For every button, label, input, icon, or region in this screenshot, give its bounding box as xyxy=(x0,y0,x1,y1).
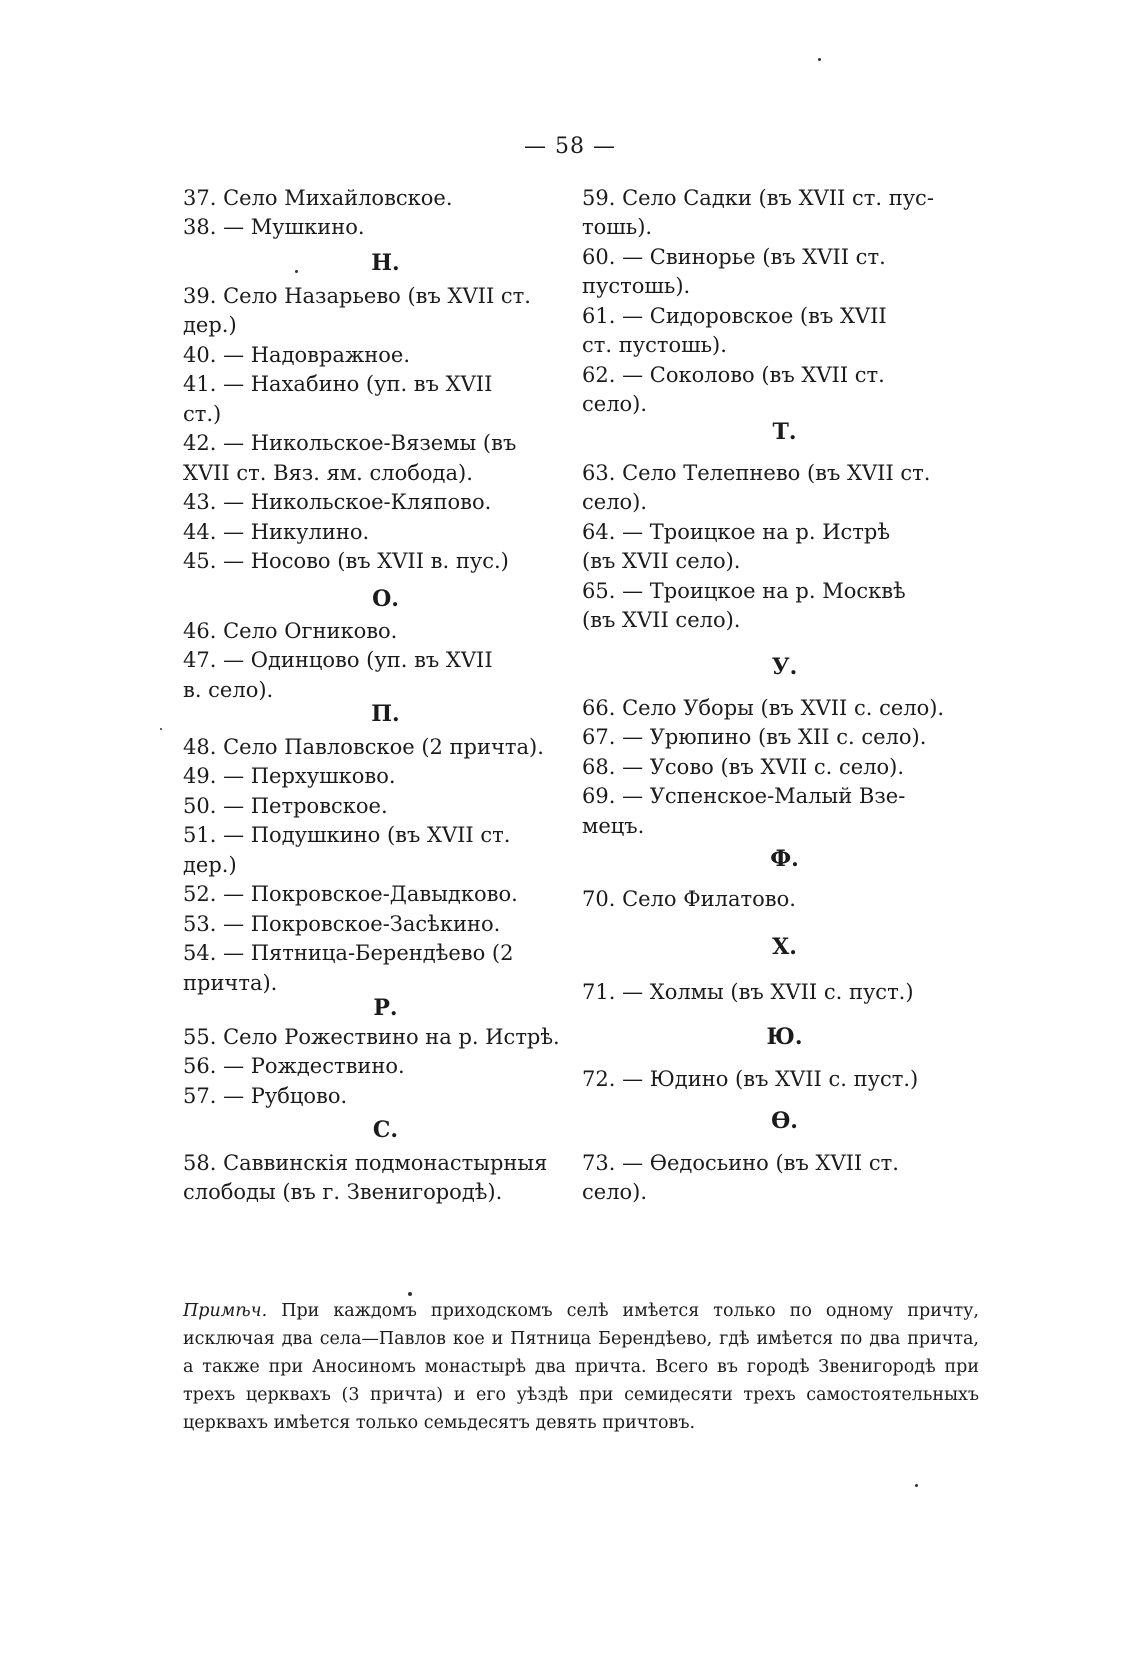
list-item: 46. Село Огниково. xyxy=(183,619,398,643)
list-item: 59. Село Садки (въ XVII ст. пус- xyxy=(582,186,934,210)
list-item: тошь). xyxy=(582,215,653,239)
list-item: причта). xyxy=(183,971,278,995)
list-item: 73. — Ѳедосьино (въ XVII ст. xyxy=(582,1151,899,1175)
list-item: дер.) xyxy=(183,853,237,877)
list-item: 58. Саввинскія подмонастырныя xyxy=(183,1151,548,1175)
list-item: 68. — Усово (въ XVII с. село). xyxy=(582,755,905,779)
section-letter: О. xyxy=(372,586,399,612)
list-item: XVII ст. Вяз. ям. слобода). xyxy=(183,461,473,485)
list-item: 48. Село Павловское (2 причта). xyxy=(183,735,544,759)
list-item: 55. Село Рожествино на р. Истрѣ. xyxy=(183,1025,560,1049)
list-item: (въ XVII село). xyxy=(582,549,741,573)
list-item: ст. пустошь). xyxy=(582,333,727,357)
list-item: 64. — Троицкое на р. Истрѣ xyxy=(582,520,890,544)
section-letter: У. xyxy=(771,654,798,680)
section-letter: Ѳ. xyxy=(771,1108,798,1134)
section-letter: П. xyxy=(371,701,400,727)
list-item: 50. — Петровское. xyxy=(183,794,388,818)
list-item: 62. — Соколово (въ XVII ст. xyxy=(582,363,885,387)
page-number: — 58 — xyxy=(524,134,616,159)
footnote-label: Примѣч. xyxy=(183,1301,268,1321)
list-item: 54. — Пятница-Берендѣево (2 xyxy=(183,941,514,965)
list-item: мецъ. xyxy=(582,814,645,838)
list-item: 63. Село Телепнево (въ XVII ст. xyxy=(582,461,931,485)
list-item: 45. — Носово (въ XVII в. пус.) xyxy=(183,549,509,573)
list-item: 53. — Покровское-Засѣкино. xyxy=(183,912,501,936)
print-speck xyxy=(408,1292,412,1296)
footnote xyxy=(183,1297,979,1437)
list-item: 57. — Рубцово. xyxy=(183,1084,348,1108)
section-letter: Ф. xyxy=(770,846,799,872)
list-item: 42. — Никольское-Вяземы (въ xyxy=(183,431,517,455)
list-item: 37. Село Михайловское. xyxy=(183,186,453,210)
list-item: село). xyxy=(582,1180,648,1204)
list-item: 41. — Нахабино (уп. въ XVII xyxy=(183,372,493,396)
list-item: 66. Село Уборы (въ XVII с. село). xyxy=(582,696,945,720)
list-item: 51. — Подушкино (въ XVII ст. xyxy=(183,823,511,847)
list-item: 52. — Покровское-Давыдково. xyxy=(183,882,518,906)
list-item: 61. — Сидоровское (въ XVII xyxy=(582,304,887,328)
print-speck xyxy=(915,1484,918,1487)
list-item: 40. — Надовражное. xyxy=(183,343,411,367)
list-item: 60. — Свинорье (въ XVII ст. xyxy=(582,245,886,269)
list-item: 67. — Урюпино (въ XII с. село). xyxy=(582,725,927,749)
list-item: 39. Село Назарьево (въ XVII ст. xyxy=(183,284,531,308)
list-item: пустошь). xyxy=(582,274,691,298)
list-item: 49. — Перхушково. xyxy=(183,764,396,788)
print-speck xyxy=(160,728,162,730)
section-letter: Ю. xyxy=(766,1024,803,1050)
section-letter: Р. xyxy=(373,995,398,1021)
list-item: село). xyxy=(582,490,648,514)
list-item: ст.) xyxy=(183,402,222,426)
list-item: (въ XVII село). xyxy=(582,608,741,632)
list-item: 69. — Успенское-Малый Взе- xyxy=(582,784,906,808)
list-item: 56. — Рождествино. xyxy=(183,1054,405,1078)
list-item: дер.) xyxy=(183,313,237,337)
section-letter: Т. xyxy=(772,419,797,445)
section-letter: Н. xyxy=(371,250,400,276)
list-item: 71. — Холмы (въ XVII с. пуст.) xyxy=(582,980,914,1004)
list-item: 44. — Никулино. xyxy=(183,520,370,544)
section-letter: С. xyxy=(372,1117,399,1143)
list-item: слободы (въ г. Звенигородѣ). xyxy=(183,1180,503,1204)
list-item: 43. — Никольское-Кляпово. xyxy=(183,490,492,514)
list-item: в. село). xyxy=(183,678,274,702)
list-item: 65. — Троицкое на р. Москвѣ xyxy=(582,579,906,603)
list-item: 38. — Мушкино. xyxy=(183,215,365,239)
list-item: село). xyxy=(582,392,648,416)
list-item: 72. — Юдино (въ XVII с. пуст.) xyxy=(582,1067,919,1091)
list-item: 47. — Одинцово (уп. въ XVII xyxy=(183,648,493,672)
list-item: 70. Село Филатово. xyxy=(582,887,796,911)
print-speck xyxy=(818,58,821,61)
footnote-text: При каждомъ приходскомъ селѣ имѣется только по одному причту, исключая два села—Павлов кое и Пятница Берендѣево, гдѣ имѣется по два причта, а также при Аносиномъ монастырѣ два причта. Всего въ городѣ Звенигородѣ при трехъ церквахъ (3 причта) и его уѣздѣ при семидесяти трехъ самостоятельныхъ церквахъ имѣется только семьдесятъ девять причтовъ. xyxy=(183,1301,979,1433)
print-speck xyxy=(295,270,298,273)
section-letter: Х. xyxy=(772,934,797,960)
